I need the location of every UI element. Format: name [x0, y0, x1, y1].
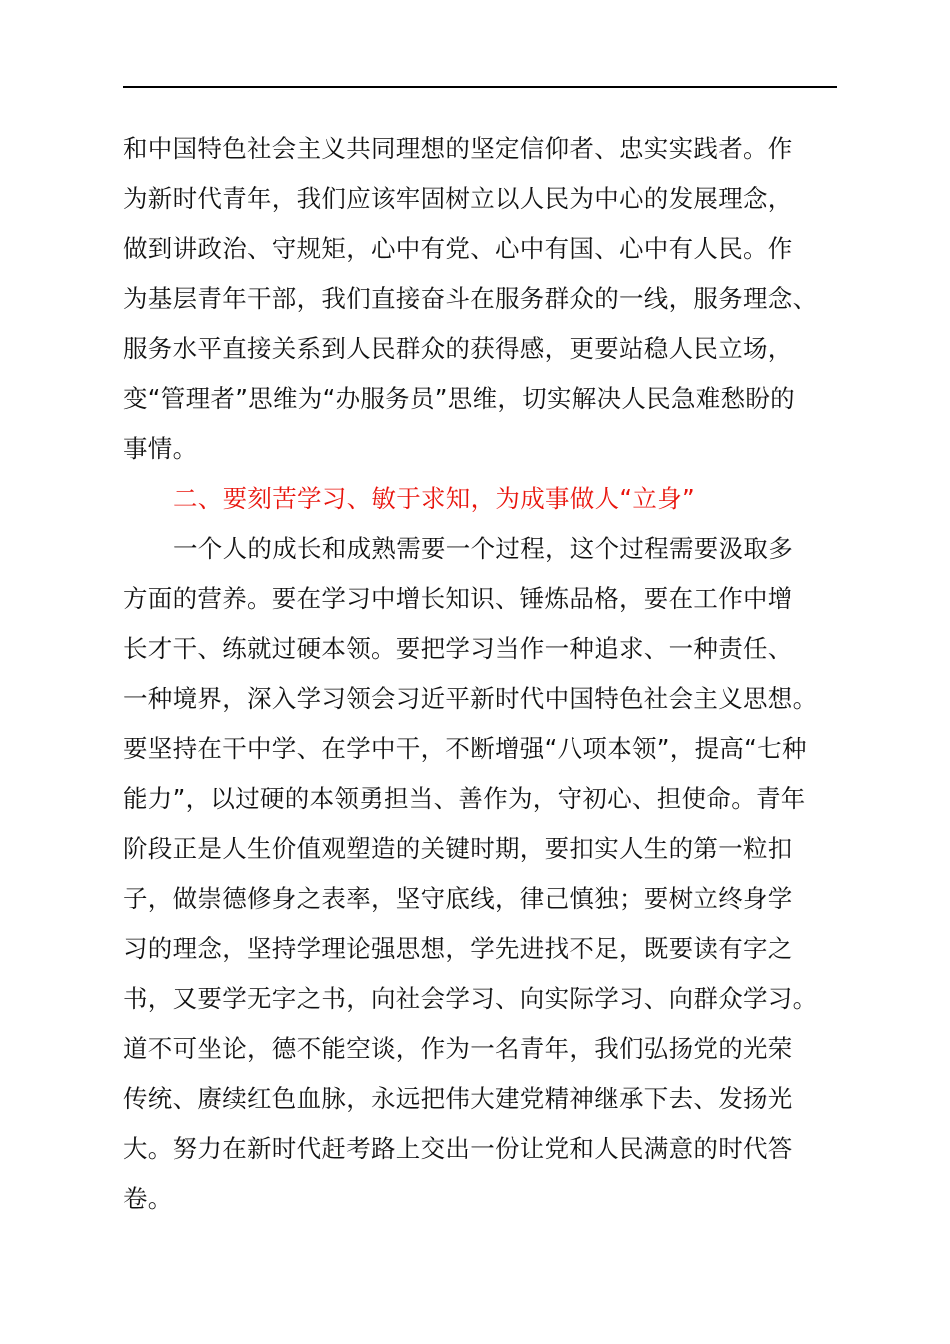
paragraph-line: 阶段正是人生价值观塑造的关键时期，要扣实人生的第一粒扣 — [123, 834, 793, 863]
paragraph-line: 大。努力在新时代赶考路上交出一份让党和人民满意的时代答 — [123, 1134, 793, 1163]
paragraph-line: 道不可坐论，德不能空谈，作为一名青年，我们弘扬党的光荣 — [123, 1034, 793, 1063]
paragraph-line: 长才干、练就过硬本领。要把学习当作一种追求、一种责任、 — [123, 634, 793, 663]
paragraph-line: 服务水平直接关系到人民群众的获得感，更要站稳人民立场， — [123, 334, 793, 363]
paragraph-line: 子，做崇德修身之表率，坚守底线，律己慎独；要树立终身学 — [123, 884, 793, 913]
paragraph-line: 为基层青年干部，我们直接奋斗在服务群众的一线，服务理念、 — [123, 284, 818, 313]
section-heading: 二、要刻苦学习、敏于求知，为成事做人“立身” — [173, 484, 695, 513]
paragraph-line: 一种境界，深入学习领会习近平新时代中国特色社会主义思想。 — [123, 684, 818, 713]
paragraph-line: 习的理念，坚持学理论强思想，学先进找不足，既要读有字之 — [123, 934, 793, 963]
header-rule — [123, 86, 837, 88]
paragraph-line: 方面的营养。要在学习中增长知识、锤炼品格，要在工作中增 — [123, 584, 793, 613]
paragraph-line: 和中国特色社会主义共同理想的坚定信仰者、忠实实践者。作 — [123, 134, 793, 163]
paragraph-line: 要坚持在干中学、在学中干，不断增强“八项本领”，提高“七种 — [123, 734, 807, 763]
paragraph-line: 传统、赓续红色血脉，永远把伟大建党精神继承下去、发扬光 — [123, 1084, 793, 1113]
paragraph-line: 卷。 — [123, 1184, 173, 1213]
paragraph-line: 能力”，以过硬的本领勇担当、善作为，守初心、担使命。青年 — [123, 784, 806, 813]
paragraph-line: 做到讲政治、守规矩，心中有党、心中有国、心中有人民。作 — [123, 234, 793, 263]
paragraph-line: 事情。 — [123, 434, 198, 463]
paragraph-line: 一个人的成长和成熟需要一个过程，这个过程需要汲取多 — [173, 534, 793, 563]
paragraph-line: 为新时代青年，我们应该牢固树立以人民为中心的发展理念， — [123, 184, 793, 213]
paragraph-line: 变“管理者”思维为“办服务员”思维，切实解决人民急难愁盼的 — [123, 384, 795, 413]
paragraph-line: 书，又要学无字之书，向社会学习、向实际学习、向群众学习。 — [123, 984, 818, 1013]
